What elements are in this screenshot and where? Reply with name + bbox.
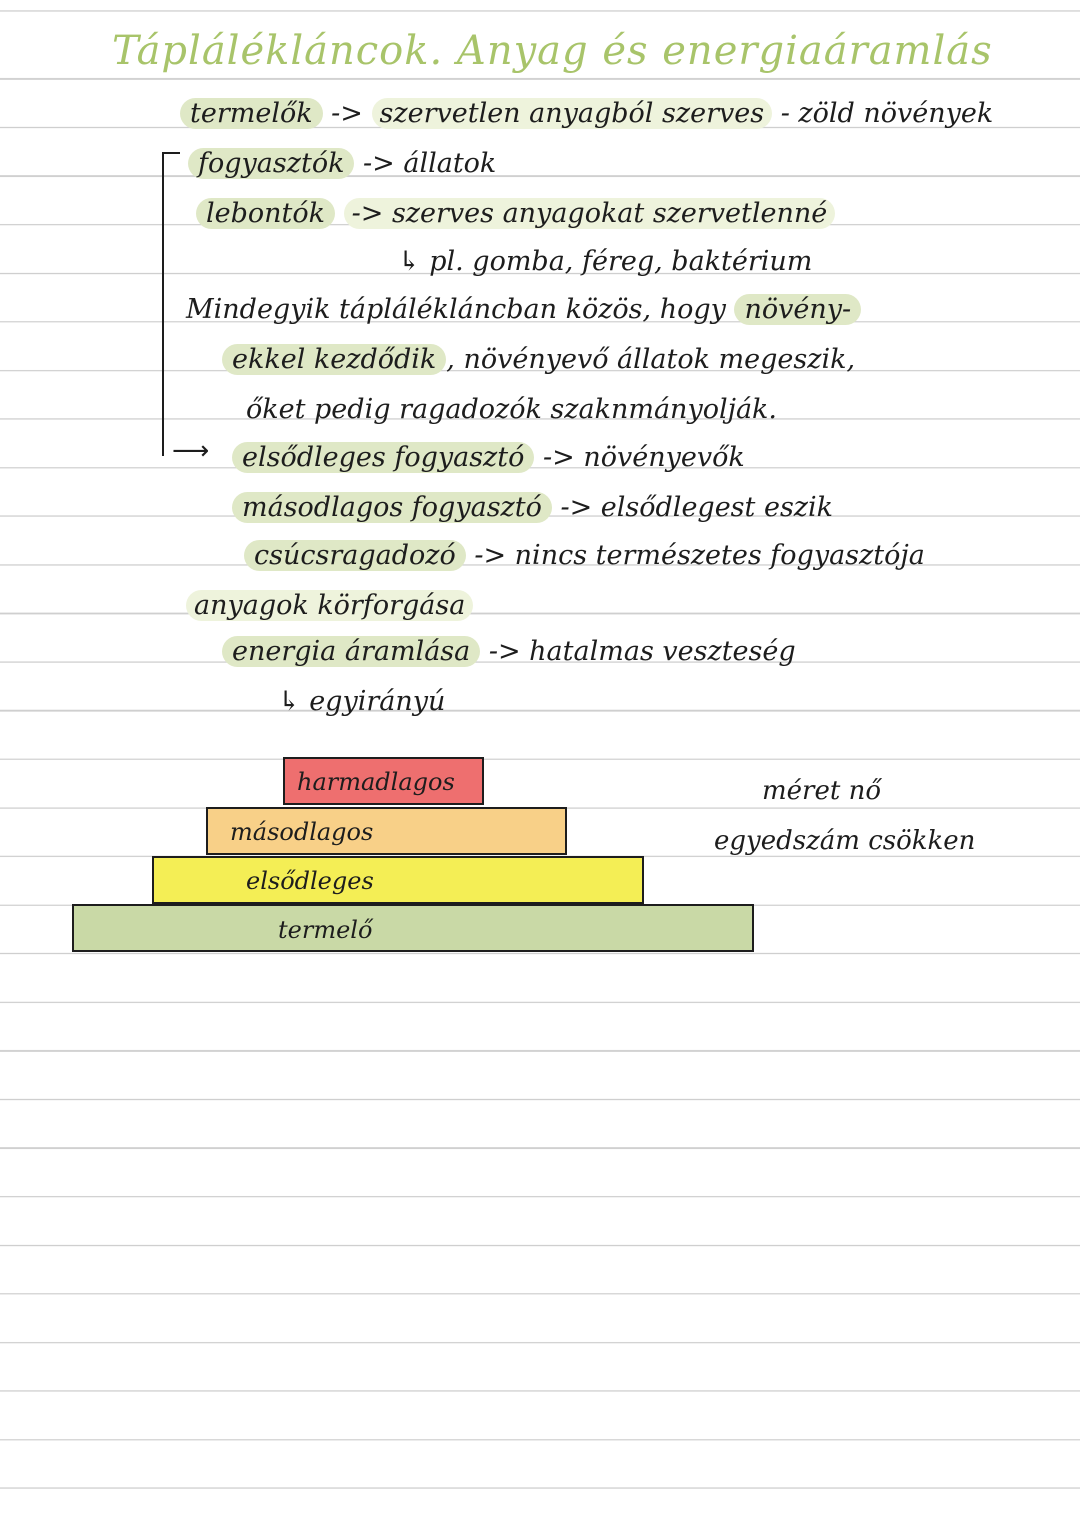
pyramid-level-secondary (206, 807, 567, 855)
note-line-consumers (188, 146, 496, 182)
pyramid-label-primary: elsődleges (246, 867, 374, 895)
bracket-line (162, 152, 180, 456)
note-line-cycle (186, 588, 473, 624)
arrow: -> (331, 98, 363, 129)
producers-definition: - zöld növények (780, 98, 994, 129)
note-line-decomposers (196, 196, 835, 232)
term-decomposers: lebontók (196, 198, 335, 229)
primary-consumer-highlight: elsődleges fogyasztó (232, 442, 534, 473)
energy-flow-highlight: energia áramlása (222, 636, 480, 667)
apex-predator-highlight: csúcsragadozó (244, 540, 466, 571)
note-line-secondary (232, 490, 833, 526)
term-producers: termelők (180, 98, 323, 129)
note-line-predators: őket pedig ragadozók szaknmányolják. (246, 394, 777, 425)
side-note-size: méret nő (762, 776, 881, 806)
note-line-energy (222, 634, 796, 670)
note-line-common (186, 292, 861, 328)
note-line-apex (244, 538, 925, 574)
start-rest: , növényevő állatok megeszik, (446, 344, 856, 375)
pyramid-level-tertiary (283, 757, 484, 805)
note-line-producers (180, 96, 993, 132)
pyramid-label-producers: termelő (278, 916, 373, 944)
bracket-arrow-icon: ⟶ (172, 436, 210, 466)
page-title: Táplálékláncok. Anyag és energiaáramlás (112, 28, 993, 74)
secondary-consumer-highlight: másodlagos fogyasztó (232, 492, 552, 523)
pyramid-label-secondary: másodlagos (230, 818, 374, 846)
start-highlight: ekkel kezdődik (222, 344, 446, 375)
note-line-primary (232, 440, 745, 476)
matter-cycle-highlight: anyagok körforgása (186, 590, 473, 621)
note-line-start (222, 342, 855, 378)
decomposers-definition: -> szerves anyagokat szervetlenné (344, 198, 836, 229)
note-line-examples: ↳ pl. gomba, féreg, baktérium (398, 246, 813, 277)
apex-predator-definition: -> nincs természetes fogyasztója (474, 540, 925, 571)
term-consumers: fogyasztók (188, 148, 354, 179)
pyramid-level-primary (152, 856, 644, 904)
side-note-count: egyedszám csökken (714, 826, 976, 856)
secondary-consumer-definition: -> elsődlegest eszik (560, 492, 834, 523)
note-line-oneway: ↳ egyirányú (278, 686, 446, 717)
common-text: Mindegyik táplálékláncban közös, hogy (186, 294, 726, 325)
primary-consumer-definition: -> növényevők (543, 442, 745, 473)
energy-flow-definition: -> hatalmas veszteség (488, 636, 796, 667)
producers-definition-highlight: szervetlen anyagból szerves (372, 98, 773, 129)
plants-highlight: növény- (734, 294, 861, 325)
pyramid-level-producers (72, 904, 754, 952)
pyramid-label-tertiary: harmadlagos (297, 768, 455, 796)
consumers-definition: -> állatok (363, 148, 497, 179)
